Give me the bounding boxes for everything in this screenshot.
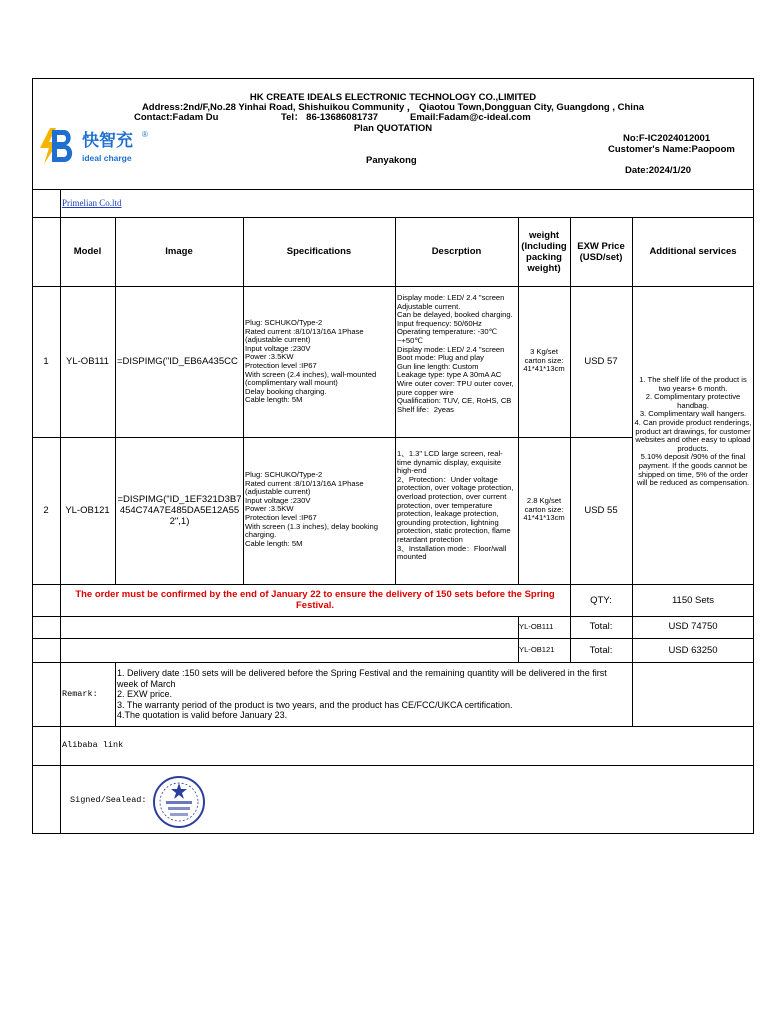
- divider: [115, 662, 116, 726]
- remark-line: 2. EXW price.: [117, 689, 173, 699]
- model-cell: YL-OB121: [65, 505, 110, 516]
- divider: [32, 584, 754, 585]
- weight-cell: 3 Kg/set carton size: 41*41*13cm: [523, 347, 565, 374]
- divider: [32, 662, 754, 663]
- company-seal-icon: [151, 774, 207, 830]
- total-value: USD 63250: [668, 645, 718, 656]
- divider: [32, 765, 754, 766]
- description-cell: Display mode: LED/ 2.4 "screen Adjustable current. Can be delayed, booked charging. Input frequency: 50/60Hz Operating temperature: -30℃ ~+50℃ Display mode: LED/ 2.4 "screen Boot mode: Plug and play Gun line length: Custom Leakage type: type A 30mA AC Wire outer cover: TPU outer cover, pure copper wire Qualification: TUV, CE, RoHS, CB Shelf life：2yeas: [397, 293, 514, 414]
- total-label: Total:: [589, 645, 613, 656]
- specifications-cell: Plug: SCHUKO/Type-2 Rated current :8/10/13/16A 1Phase (adjustable current) Input voltage :230V Power :3.5KW Protection level :IP67 With screen (2.4 inches), wall-mounted (complimentary wall mount) Delay booking charging. Cable length: 5M: [245, 318, 377, 405]
- header-image: Image: [165, 246, 193, 257]
- customer-name: Customer's Name:Paopoom: [608, 144, 735, 155]
- project-name: Panyakong: [366, 155, 417, 166]
- header-model: Model: [73, 246, 102, 257]
- client-link[interactable]: Primelian Co.ltd: [62, 198, 122, 208]
- document-title: Plan QUOTATION: [353, 123, 433, 134]
- company-address: Address:2nd/F,No.28 Yinhai Road, Shishuikou Community ， Qiaotou Town,Dongguan City, Guangdong , China: [141, 102, 645, 113]
- row-number: 1: [43, 356, 49, 367]
- divider: [32, 616, 754, 617]
- header-specifications: Specifications: [286, 246, 352, 257]
- image-formula-cell: =DISPIMG("ID_1EF321D3B7454C74A7E485DA5E12A552",1): [117, 494, 242, 527]
- divider: [32, 638, 754, 639]
- header-weight: weight (Including packing weight): [521, 229, 567, 274]
- contact-email: Email:Fadam@c-ideal.com: [410, 112, 531, 123]
- model-cell: YL-OB111: [66, 356, 109, 367]
- contact-tel: Tel： 86-13686081737: [281, 112, 379, 123]
- remark-text: [117, 668, 627, 721]
- total-model: YL-OB121: [519, 645, 555, 654]
- total-model: YL-OB111: [519, 622, 554, 631]
- remark-line: 3. The warranty period of the product is two years, and the product has CE/FCC/UKCA certification.: [117, 699, 513, 710]
- image-formula-cell: =DISPIMG("ID_EB6A435CC: [117, 356, 238, 367]
- header-description: Descrption: [431, 246, 482, 257]
- weight-cell: 2.8 Kg/set carton size: 41*41*13cm: [523, 496, 565, 523]
- logo-cn-text: 快智充: [82, 131, 133, 150]
- signed-label: Signed/Sealead:: [70, 795, 147, 805]
- price-cell: USD 57: [584, 356, 618, 367]
- order-deadline-note: The order must be confirmed by the end of January 22 to ensure the delivery of 150 sets before the Spring Festival.: [75, 589, 555, 611]
- remark-line: 1. Delivery date :150 sets will be delivered before the Spring Festival and the remaining quantity will be delivered in the first week of March: [117, 668, 607, 689]
- divider: [32, 437, 632, 438]
- additional-services-cell: 1. The shelf life of the product is two years+ 6 month. 2. Complimentary protective handbag. 3. Complimentary wall hangers. 4. Can provide product renderings, product art drawings, for customer websites and other easy to upload products. 5.10% deposit /90% of the final payment. If the goods cannot be shipped on time, 5% of the order will be reduced as compensation.: [634, 375, 752, 488]
- quote-number: No:F-IC2024012001: [623, 133, 711, 144]
- remark-line: 4.The quotation is valid before January 23.: [117, 710, 288, 720]
- quote-date: Date:2024/1/20: [625, 165, 692, 176]
- divider: [32, 726, 754, 727]
- total-value: USD 74750: [668, 621, 718, 632]
- qty-label: QTY:: [590, 595, 612, 606]
- divider: [32, 286, 754, 287]
- remark-label: Remark:: [62, 689, 98, 699]
- bolt-icon: [38, 126, 78, 166]
- qty-value: 1150 Sets: [671, 595, 715, 606]
- company-logo: [38, 126, 158, 168]
- description-cell: 1、1.3" LCD large screen, real-time dynamic display, exquisite high-end 2、Protection：Under voltage protection, over voltage protection, overload protection, over current protection, over temperature protection, leakage protection, grounding protection, lightning protection, static protection, flame retardant protection 3、Installation mode：Floor/wall mounted: [397, 449, 514, 562]
- total-label: Total:: [589, 621, 613, 632]
- alibaba-link-label: Alibaba link: [62, 740, 124, 750]
- specifications-cell: Plug: SCHUKO/Type-2 Rated current :8/10/13/16A 1Phase (adjustable current) Input voltage :230V Power :3.5KW Protection level :IP67 With screen (1.3 inches), delay booking charging. Cable length: 5M: [245, 470, 378, 548]
- divider: [32, 189, 754, 190]
- row-number: 2: [43, 505, 49, 516]
- price-cell: USD 55: [584, 505, 618, 516]
- header-price: EXW Price (USD/set): [577, 240, 625, 263]
- logo-en-text: ideal charge: [82, 153, 132, 163]
- logo-reg-mark: ®: [142, 130, 148, 139]
- contact-name: Contact:Fadam Du: [134, 112, 219, 123]
- company-name: HK CREATE IDEALS ELECTRONIC TECHNOLOGY CO.,LIMITED: [249, 92, 537, 103]
- header-services: Additional services: [649, 246, 737, 257]
